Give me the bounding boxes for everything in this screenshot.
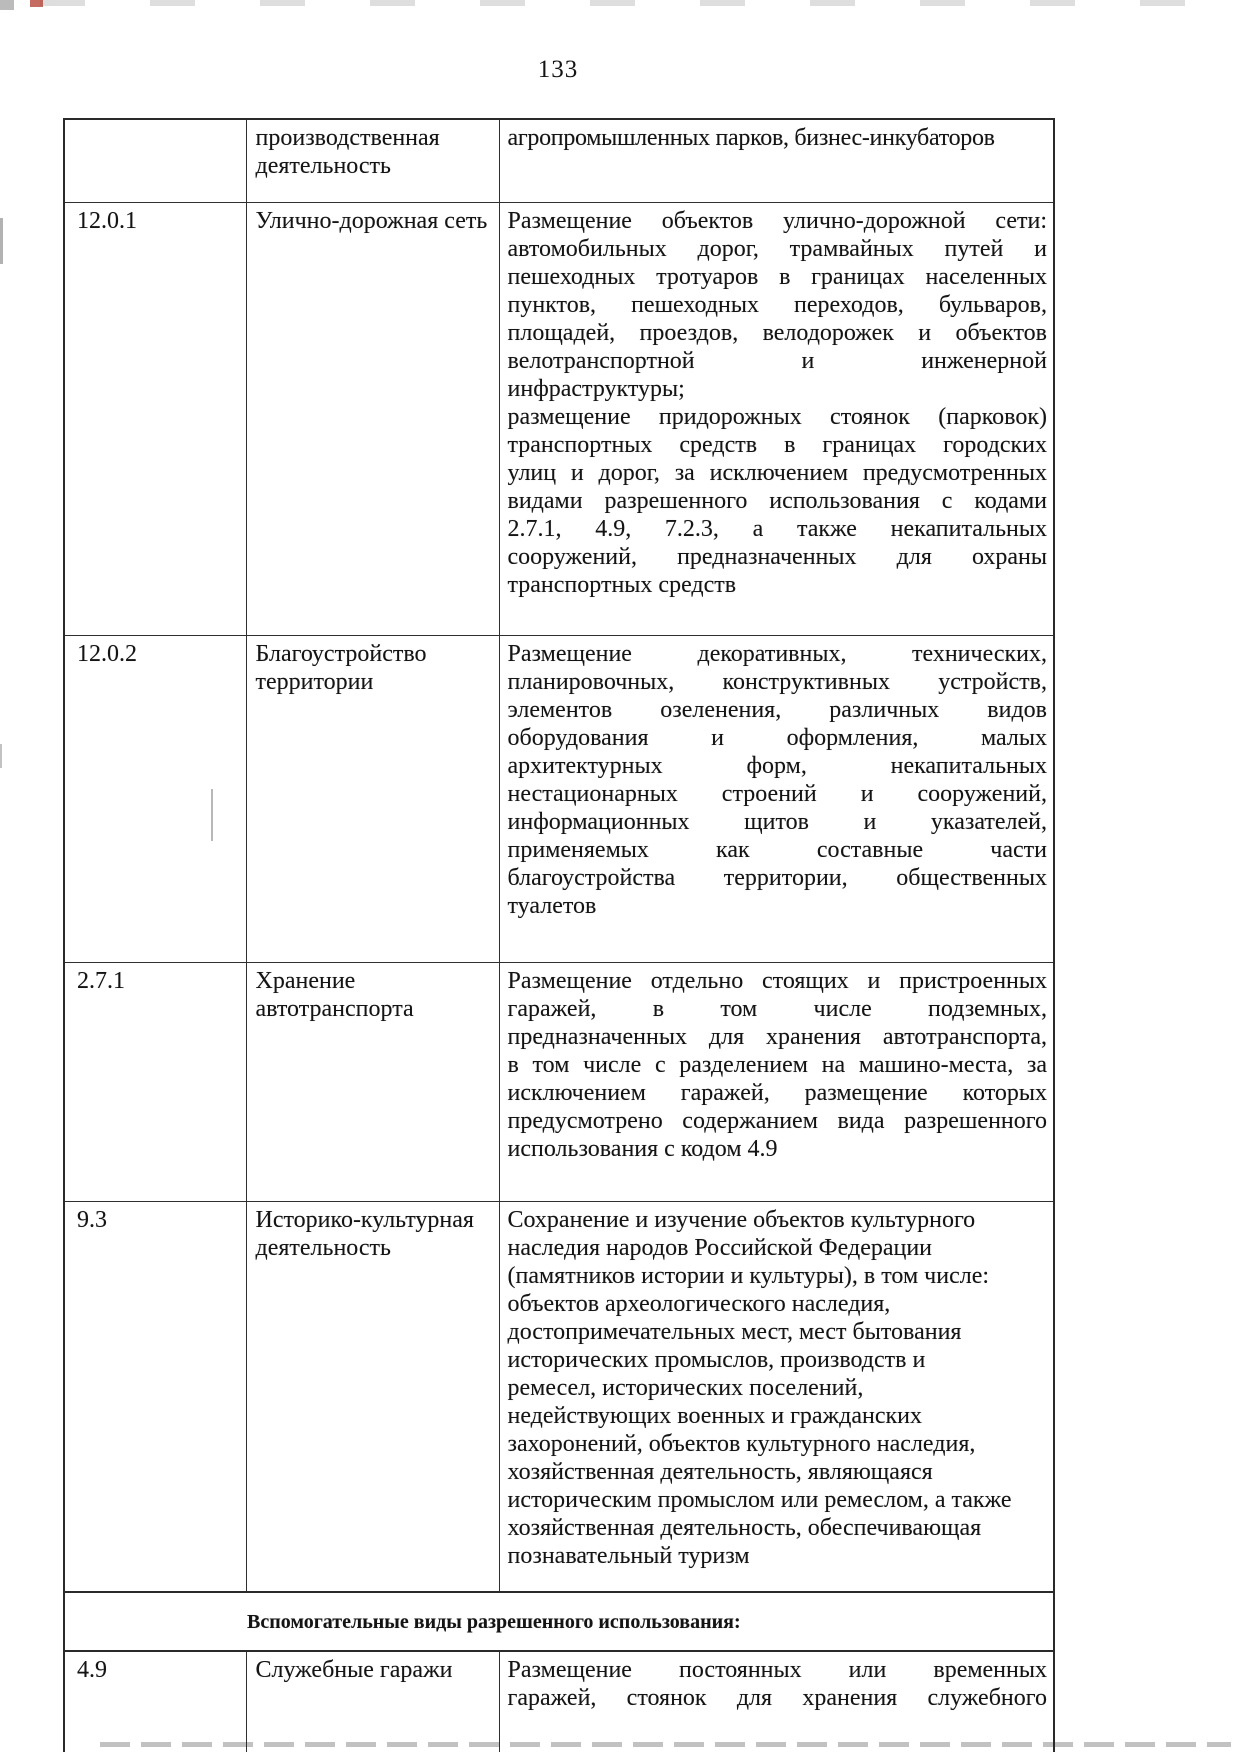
description-paragraph xyxy=(508,967,1048,1163)
cell-code: 4.9 xyxy=(64,1651,246,1752)
text-line: улиц и дорог, за исключением предусмотренных xyxy=(507,460,1047,486)
text-line: автомобильных дорог, трамвайных путей и xyxy=(507,236,1047,262)
table-row-section-header xyxy=(64,1592,1054,1651)
cell-code xyxy=(64,119,246,203)
text-line: информационных щитов и указателей, xyxy=(507,809,1047,835)
cell-name: Благоустройство территории xyxy=(246,636,499,963)
cell-description xyxy=(499,963,1054,1202)
section-header-cell: Вспомогательные виды разрешенного использования: xyxy=(64,1592,1054,1651)
text-line: Сохранение и изучение объектов культурного xyxy=(507,1207,976,1233)
text-line: туалетов xyxy=(507,893,597,919)
cell-description xyxy=(499,119,1054,203)
cell-description xyxy=(499,203,1054,636)
cell-code: 12.0.1 xyxy=(64,203,246,636)
description-paragraph xyxy=(508,1656,1048,1712)
text-line: архитектурных форм, некапитальных xyxy=(507,753,1047,779)
text-line: Размещение объектов улично-дорожной сети: xyxy=(507,208,1047,234)
text-line: исторических промыслов, производств и xyxy=(507,1347,926,1373)
cell-description xyxy=(499,636,1054,963)
cell-name: Служебные гаражи xyxy=(246,1651,499,1752)
text-line: исключением гаражей, размещение которых xyxy=(507,1080,1047,1106)
text-line: использования с кодом 4.9 xyxy=(507,1136,778,1162)
text-line: инфраструктуры; xyxy=(507,376,685,402)
text-line: оборудования и оформления, малых xyxy=(507,725,1047,751)
text-line: размещение придорожных стоянок (парковок) xyxy=(507,404,1047,430)
cell-name: Историко-культурная деятельность xyxy=(246,1202,499,1593)
text-line: в том числе с разделением на машино-места, за xyxy=(507,1052,1047,1078)
text-line: транспортных средств xyxy=(507,572,737,598)
text-line: объектов археологического наследия, xyxy=(507,1291,891,1317)
scan-artifact-corner-mark xyxy=(0,0,14,10)
text-line: хозяйственная деятельность, являющаяся xyxy=(507,1459,933,1485)
cell-code: 2.7.1 xyxy=(64,963,246,1202)
text-line: гаражей, в том числе подземных, xyxy=(507,996,1047,1022)
text-line: предусмотрено содержанием вида разрешенного xyxy=(507,1108,1047,1134)
text-line: ремесел, исторических поселений, xyxy=(507,1375,864,1401)
text-line: агропромышленных парков, бизнес-инкубаторов xyxy=(507,125,995,151)
text-line: хозяйственная деятельность, обеспечивающая xyxy=(507,1515,982,1541)
scan-artifact-left-edge-mark-2 xyxy=(0,744,2,768)
text-line: недействующих военных и гражданских xyxy=(507,1403,923,1429)
text-line: наследия народов Российской Федерации xyxy=(507,1235,933,1261)
text-line: транспортных средств в границах городских xyxy=(507,432,1047,458)
text-line: пунктов, пешеходных переходов, бульваров, xyxy=(507,292,1047,318)
text-line: элементов озеленения, различных видов xyxy=(507,697,1047,723)
text-line: площадей, проездов, велодорожек и объектов xyxy=(507,320,1047,346)
description-paragraph xyxy=(508,403,1048,599)
table-row-2-7-1 xyxy=(64,963,1054,1202)
cell-code: 9.3 xyxy=(64,1202,246,1593)
text-line: Размещение отдельно стоящих и пристроенных xyxy=(507,968,1047,994)
scan-artifact-left-edge-mark xyxy=(0,218,3,264)
text-line: Размещение декоративных, технических, xyxy=(507,641,1047,667)
text-line: захоронений, объектов культурного наследия, xyxy=(507,1431,976,1457)
table-row-carryover xyxy=(64,119,1054,203)
land-use-table xyxy=(63,118,1055,1752)
cell-name: Улично-дорожная сеть xyxy=(246,203,499,636)
text-line: нестационарных строений и сооружений, xyxy=(507,781,1047,807)
text-line: достопримечательных мест, мест бытования xyxy=(507,1319,962,1345)
cell-name: Хранение автотранспорта xyxy=(246,963,499,1202)
cell-code: 12.0.2 xyxy=(64,636,246,963)
page-number: 133 xyxy=(537,56,579,83)
text-line: видами разрешенного использования с кодами xyxy=(507,488,1047,514)
cell-name: производственная деятельность xyxy=(246,119,499,203)
text-line: сооружений, предназначенных для охраны xyxy=(507,544,1047,570)
table-row-4-9 xyxy=(64,1651,1054,1752)
text-line: предназначенных для хранения автотранспорта, xyxy=(507,1024,1047,1050)
text-line: велотранспортной и инженерной xyxy=(507,348,1047,374)
scan-artifact-top-smudge xyxy=(40,0,1233,6)
text-line: историческим промыслом или ремеслом, а также xyxy=(507,1487,1012,1513)
text-line: гаражей, стоянок для хранения служебного xyxy=(507,1685,1047,1711)
text-line: пешеходных тротуаров в границах населенных xyxy=(507,264,1047,290)
text-line: (памятников истории и культуры), в том числе: xyxy=(507,1263,990,1289)
description-paragraph xyxy=(508,1206,1048,1570)
scan-artifact-red-tick xyxy=(30,0,43,7)
text-line: применяемых как составные части xyxy=(507,837,1047,863)
cell-description xyxy=(499,1651,1054,1752)
table-row-12-0-1 xyxy=(64,203,1054,636)
table-row-9-3 xyxy=(64,1202,1054,1593)
text-line: планировочных, конструктивных устройств, xyxy=(507,669,1047,695)
text-line: благоустройства территории, общественных xyxy=(507,865,1047,891)
description-paragraph xyxy=(508,640,1048,920)
description-paragraph xyxy=(508,207,1048,403)
text-line: 2.7.1, 4.9, 7.2.3, а также некапитальных xyxy=(507,516,1047,542)
cell-description xyxy=(499,1202,1054,1593)
table-row-12-0-2 xyxy=(64,636,1054,963)
text-line: Размещение постоянных или временных xyxy=(507,1657,1047,1683)
text-line: познавательный туризм xyxy=(507,1543,750,1569)
